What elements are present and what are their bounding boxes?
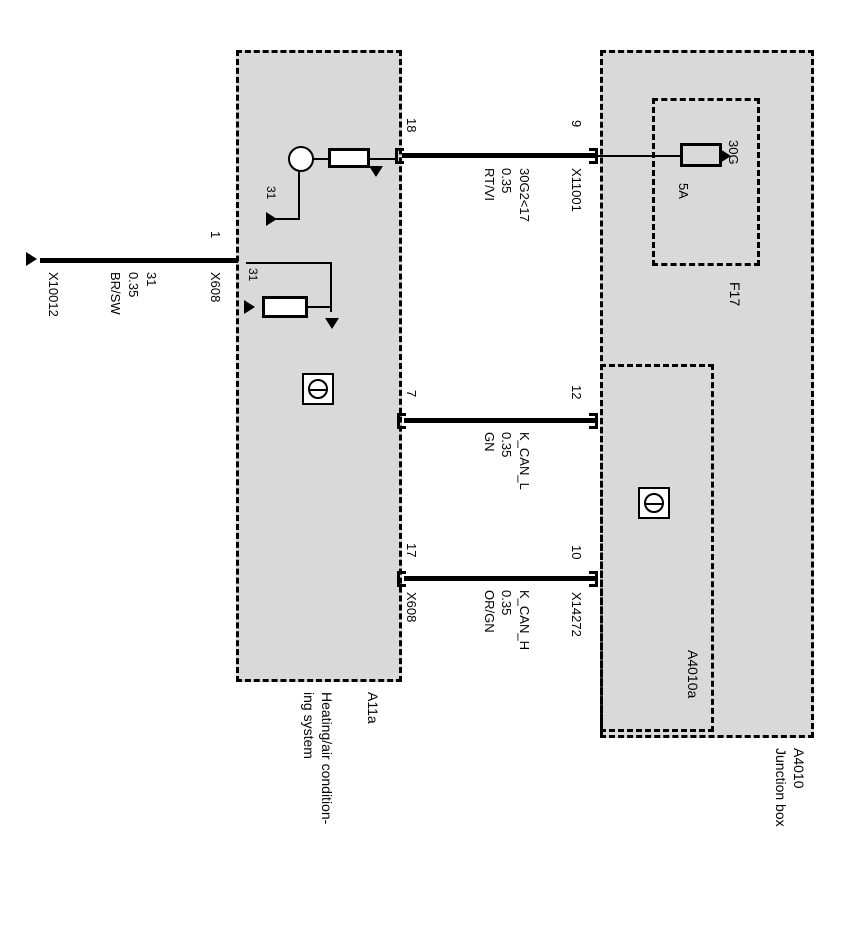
wire-31-brsw: [40, 258, 238, 263]
wire-label-cross-section-31: 0.35: [126, 272, 141, 298]
component-resistor-body: [328, 148, 370, 168]
connector-label-x14272: X14272: [569, 592, 584, 637]
fuse-f17-body: [680, 143, 722, 167]
module-name-a11a-line1: Heating/air condition-: [319, 692, 335, 825]
arrow-down-icon-2: [325, 318, 339, 329]
ground-symbol-2-icon: [244, 300, 255, 314]
ground-resistor-body: [262, 296, 308, 318]
pin-9-bracket: [589, 148, 598, 164]
wire-label-color-30g2: RT/VI: [482, 168, 497, 201]
shield-symbol-a11a-bar: [310, 389, 326, 391]
pin-7-bracket: [397, 413, 406, 429]
connector-label-x608-bottom: X608: [404, 592, 419, 623]
connector-label-x10012: X10012: [46, 272, 61, 317]
ground-label-31-a: 31: [264, 186, 278, 200]
wire-k-can-l: [404, 418, 596, 423]
module-label-a11a: A11a: [365, 692, 381, 724]
pin-label-9: 9: [569, 120, 584, 128]
pin-17-bracket: [397, 571, 406, 587]
wire-label-cross-section-30g2: 0.35: [499, 168, 514, 194]
pin-label-10: 10: [569, 545, 584, 560]
wire-label-signal-k-can-h: K_CAN_H: [517, 590, 532, 650]
pin-label-1: 1: [208, 231, 223, 239]
arrow-down-icon: [369, 166, 383, 177]
x10012-terminal-arrow-icon: [26, 252, 37, 266]
module-f17: [652, 98, 760, 266]
wire-label-color-31: BR/SW: [108, 272, 123, 315]
pin-label-7: 7: [404, 390, 419, 398]
ground-branch-h: [246, 262, 332, 264]
pin-label-18: 18: [404, 118, 419, 133]
pin-10-bracket: [589, 571, 598, 587]
module-label-a4010: A4010: [791, 748, 807, 789]
wire-label-signal-30g2: 30G2<17: [517, 168, 532, 222]
wire-label-cross-section-k-can-l: 0.35: [499, 432, 514, 458]
pin-18-bracket: [395, 148, 404, 164]
shield-symbol-a4010a-bar: [646, 503, 662, 505]
ground-label-31-b: 31: [246, 268, 260, 282]
pin-label-17: 17: [404, 543, 419, 558]
module-label-a4010a: A4010a: [685, 650, 701, 699]
pin-12-bracket: [589, 413, 598, 429]
ground-lead-v-1: [298, 172, 300, 220]
ground-symbol-1-icon: [266, 212, 277, 226]
wire-label-signal-k-can-l: K_CAN_L: [517, 432, 532, 490]
module-a11a: [236, 50, 402, 682]
module-name-a4010: Junction box: [773, 748, 789, 827]
wire-label-signal-31: 31: [144, 272, 159, 287]
connector-label-x608-top: X608: [208, 272, 223, 303]
wire-label-cross-section-k-can-h: 0.35: [499, 590, 514, 616]
connector-label-x11001: X11001: [569, 168, 584, 212]
wire-label-color-k-can-l: GN: [482, 432, 497, 452]
module-label-f17: F17: [727, 282, 743, 307]
module-name-a11a-line2: ing system: [301, 692, 317, 759]
wire-label-color-k-can-h: OR/GN: [482, 590, 497, 633]
fuse-lead-line: [598, 155, 680, 157]
component-symbol-circle: [288, 146, 314, 172]
wire-k-can-h: [404, 576, 596, 581]
fuse-rating-label-5a: 5A: [676, 183, 691, 199]
ground-branch-v: [330, 262, 332, 312]
ground-lead-h-1: [276, 218, 300, 220]
component-lead-h2: [370, 158, 398, 160]
wire-30g2-17: [402, 153, 596, 158]
ground-resistor-lead: [308, 306, 332, 308]
pin-label-12: 12: [569, 385, 584, 400]
fuse-terminal-label-30g: 30G: [726, 140, 741, 165]
